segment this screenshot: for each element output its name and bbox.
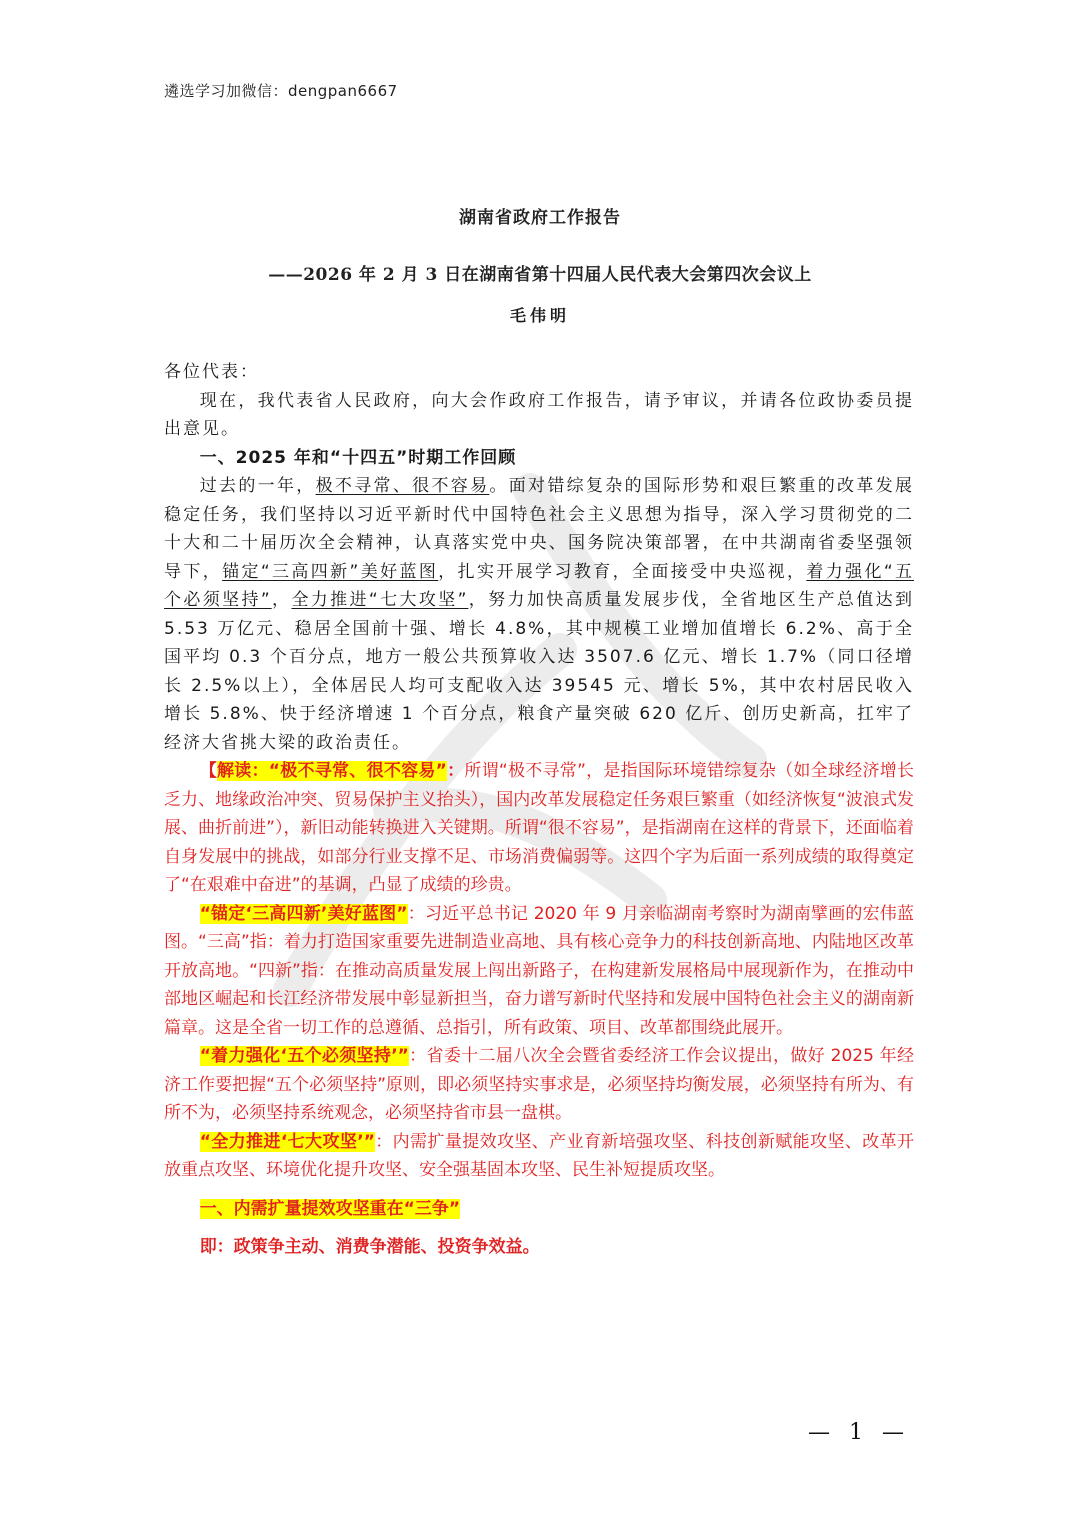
underlined-phrase: 锚定“三高四新”美好蓝图 (222, 561, 439, 582)
greeting: 各位代表： (164, 362, 259, 382)
annotation-text: ：习近平总书记 2020 年 9 月亲临湖南考察时为湖南擘画的宏伟蓝图。“三高”指：着力打造国家重要先进制造业高地、具有核心竞争力的科技创新高地、内陆地区改革开放高地。“四新”指：在推动高质量发展上闯出新路子，在构建新发展格局中展现新作为，在推动中部地区崛起和长江经济带发展中彰显新担当，奋力谱写新时代坚持和发展中国特色社会主义的湖南新篇章。这是全省一切工作的总遵循、总指引，所有政策、项目、改革都围绕此展开。 (164, 903, 915, 1038)
review-text: ，扎实开展学习教育，全面接受中央巡视， (438, 561, 807, 582)
review-text: 。面对错综复杂的国际形势和艰巨繁重的改革发展稳定任务，我们坚持以习近平新时代中国特色社会主义思想为指导，深入学习贯彻党的二十大和二十届历次全会精神，认真落实党中央、国务院决策部署，在中共湖南省委坚强领导下， (164, 476, 915, 582)
underlined-phrase: 全力推进“七大攻坚” (291, 590, 469, 610)
page-number: — 1 — (808, 1420, 910, 1445)
annotation-paragraph (164, 1128, 914, 1185)
section-heading: 一、2025 年和“十四五”时期工作回顾 (199, 447, 517, 468)
intro-paragraph: 现在，我代表省人民政府，向大会作政府工作报告，请予审议，并请各位政协委员提出意见。 (164, 390, 914, 439)
underlined-phrase: 极不寻常、很不容易 (315, 476, 490, 496)
review-paragraph (164, 472, 914, 757)
annotation-heading: “全力推进‘七大攻坚’” (199, 1131, 375, 1152)
annotation-heading: “锚定‘三高四新’美好蓝图” (199, 903, 408, 924)
annotation-heading: 解读：“极不寻常、很不容易” (216, 761, 447, 781)
annotation-text: 所谓“极不寻常”，是指国际环境错综复杂（如全球经济增长乏力、地缘政治冲突、贸易保护主义抬头），国内改革发展稳定任务艰巨繁重（如经济恢复“波浪式发展、曲折前进”），新旧动能转换进入关键期。所谓“很不容易”，是指湖南在这样的背景下，还面临着自身发展中的挑战，如部分行业支撑不足、市场消费偏弱等。这四个字为后面一系列成绩的取得奠定了“在艰难中奋进”的基调，凸显了成绩的珍贵。 (164, 761, 915, 895)
author-name: 毛伟明 (509, 306, 570, 325)
document-subtitle: ——2026 年 2 月 3 日在湖南省第十四届人民代表大会第四次会议上 (268, 265, 812, 285)
document-title: 湖南省政府工作报告 (459, 208, 621, 228)
annotation-paragraph (164, 757, 914, 900)
underlined-phrase: 着力强化“五个必须坚持” (164, 561, 915, 610)
report-body (164, 358, 914, 1262)
annotation-bracket: 【 (199, 761, 217, 781)
annotation-subheading (164, 1195, 914, 1224)
annotation-paragraph (164, 900, 914, 1043)
annotation-text: ：省委十二届八次全会暨省委经济工作会议提出，做好 2025 年经济工作要把握“五个必须坚持”原则，即必须坚持实事求是，必须坚持均衡发展，必须坚持有所为、有所不为，必须坚持系统观念，必须坚持省市县一盘棋。 (164, 1046, 914, 1123)
annotation-heading: 一、内需扩量提效攻坚重在“三争” (199, 1198, 461, 1219)
review-text: ，努力加快高质量发展步伐，全省地区生产总值达到 5.53 万亿元、稳居全国前十强、增长 4.8%，其中规模工业增加值增长 6.2%、高于全国平均 0.3 个百分点，地方一般公共预算收入达 3507.6 亿元、增长 1.7%（同口径增长 2.5%以上），全体居民人均可支配收入达 39545 元、增长 5%，其中农村居民收入增长 5.8%、快于经济增速 1 个百分点，粮食产量突破 620 亿斤、创历史新高，扛牢了经济大省挑大梁的政治责任。 (164, 590, 915, 753)
review-text: 过去的一年， (199, 476, 316, 496)
annotation-text: ：内需扩量提效攻坚、产业育新培强攻坚、科技创新赋能攻坚、改革开放重点攻坚、环境优化提升攻坚、安全强基固本攻坚、民生补短提质攻坚。 (164, 1131, 915, 1180)
annotation-colon: ： (446, 761, 465, 781)
annotation-paragraph (164, 1042, 914, 1128)
header-note: 遴选学习加微信：dengpan6667 (164, 82, 398, 100)
annotation-summary: 即：政策争主动、消费争潜能、投资争效益。 (199, 1237, 540, 1257)
review-text: ， (271, 590, 292, 610)
annotation-heading: “着力强化‘五个必须坚持’” (199, 1046, 409, 1066)
